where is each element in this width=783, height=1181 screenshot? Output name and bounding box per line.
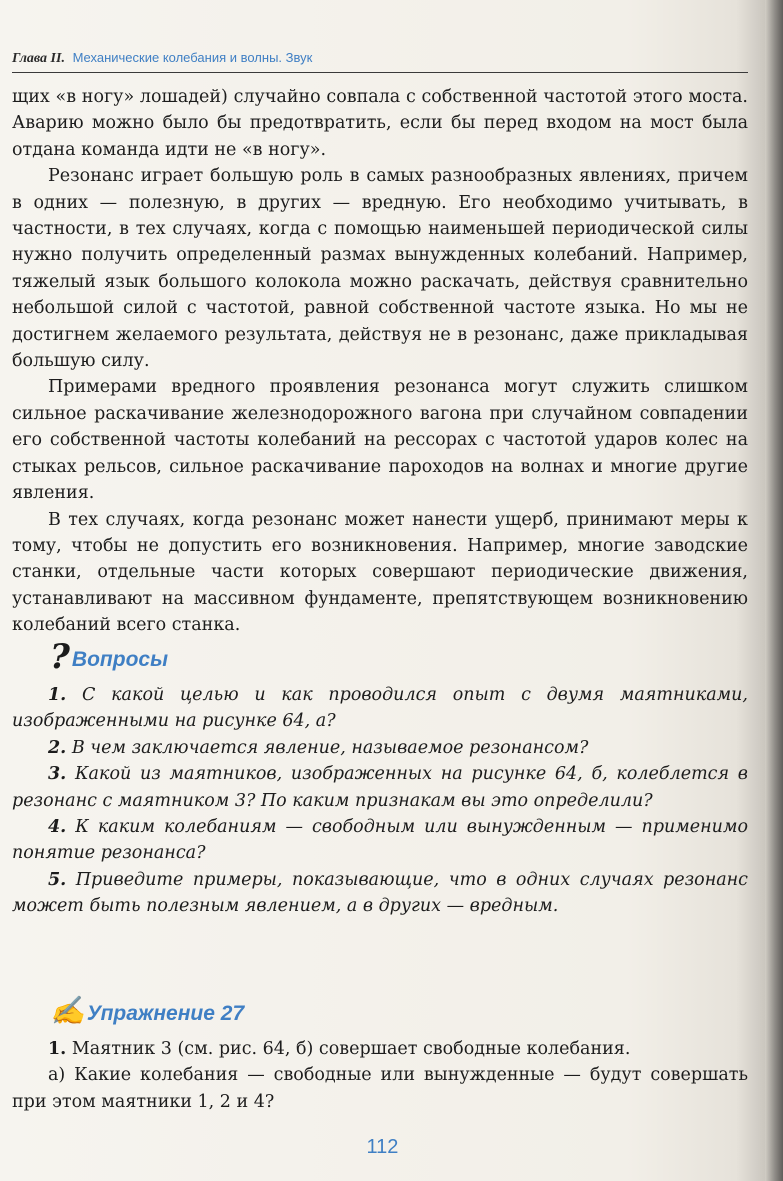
exercise-title: Упражнение 27: [86, 1002, 245, 1025]
exercise-number: 1.: [48, 1039, 67, 1059]
paragraph: В тех случаях, когда резонанс может нанести ущерб, принимают меры к тому, чтобы не допустить его возникновения. Например, многие заводские станки, отдельные части которых совершают периодические движения, устанавливают на массивном фундаменте, препятствующем возникновению колебаний всего станка.: [12, 509, 748, 636]
exercise-text: а) Какие колебания — свободные или вынужденные — будут совершать при этом маятники 1, 2 и 4?: [12, 1065, 748, 1112]
question-text: Какой из маятников, изображенных на рисунке 64, б, колеблется в резонанс с маятником 3? По каким признакам вы это определили?: [12, 764, 748, 811]
book-spine-shadow: [765, 0, 783, 1181]
exercise-heading: [50, 996, 244, 1026]
paragraph: Примерами вредного проявления резонанса могут служить слишком сильное раскачивание железнодорожного вагона при случайном совпадении его собственной частоты колебаний на рессорах с частотой ударов колес на стыках рельсов, сильное раскачивание пароходов на волнах и многие другие явления.: [12, 377, 748, 504]
list-item: [12, 1062, 748, 1115]
page-number: 112: [366, 1136, 399, 1158]
exercise-list: [12, 1036, 748, 1115]
questions-title: Вопросы: [71, 648, 169, 671]
question-text: Приведите примеры, показывающие, что в одних случаях резонанс может быть полезным явлением, а в других — вредным.: [12, 869, 748, 917]
question-text: К каким колебаниям — свободным или вынужденным — применимо понятие резонанса?: [12, 817, 748, 864]
paragraph: щих «в ногу» лошадей) случайно совпала с собственной частотой этого моста. Аварию можно было бы предотвратить, если бы перед входом на мост была отдана команда идти не «в ногу».: [12, 87, 748, 160]
question-text: В чем заключается явление, называемое резонансом?: [71, 737, 589, 758]
pen-icon: ✍: [50, 994, 85, 1027]
questions-heading: [50, 637, 169, 677]
question-number: 3.: [48, 764, 67, 785]
running-header: [12, 48, 748, 73]
question-number: 4.: [48, 817, 67, 838]
list-item: [12, 761, 748, 814]
question-mark-icon: ?: [50, 637, 70, 677]
exercise-text: Маятник 3 (см. рис. 64, б) совершает свободные колебания.: [71, 1039, 631, 1059]
list-item: [12, 814, 748, 867]
question-number: 5.: [48, 869, 67, 890]
chapter-label: Глава II.: [12, 51, 65, 66]
list-item: [12, 1036, 748, 1062]
list-item: [12, 682, 748, 735]
question-number: 2.: [48, 737, 67, 758]
question-text: С какой целью и как проводился опыт с двумя маятниками, изображенными на рисунке 64, а?: [12, 685, 748, 732]
paragraph: Резонанс играет большую роль в самых разнообразных явлениях, причем в одних — полезную, в других — вредную. Его необходимо учитывать, в частности, в тех случаях, когда с помощью наименьшей периодической силы нужно получить определенный размах вынужденных колебаний. Например, тяжелый язык большого колокола можно раскачать, действуя сравнительно небольшой силой с частотой, равной собственной частоте языка. Но мы не достигнем желаемого результата, действуя не в резонанс, даже прикладывая большую силу.: [12, 166, 748, 372]
list-item: [12, 867, 748, 920]
main-text: [12, 84, 748, 639]
chapter-topic: Механические колебания и волны. Звук: [72, 50, 313, 65]
question-number: 1.: [48, 685, 67, 705]
questions-list: [12, 682, 748, 920]
list-item: [12, 735, 748, 761]
